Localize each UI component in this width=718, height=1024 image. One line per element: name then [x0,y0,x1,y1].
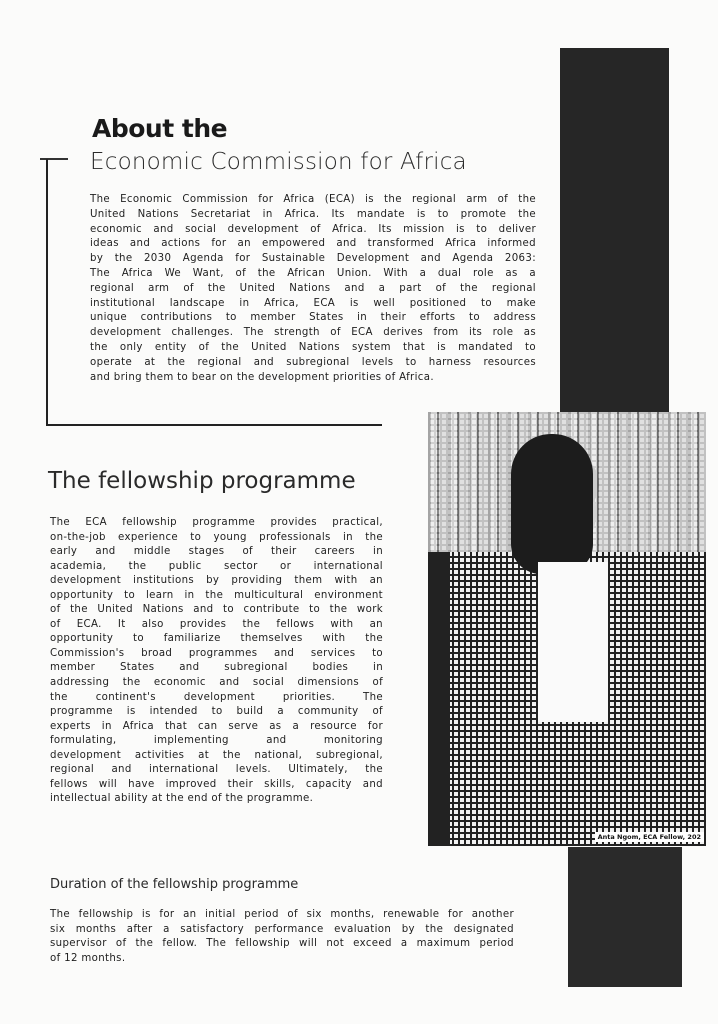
text-line: on-the-job experience to young professionals in the [50,531,383,543]
text-line: The fellowship is for an initial period of six months, renewable for another [50,909,514,920]
eca-heading: Economic Commission for Africa [90,149,467,175]
fellowship-paragraph [50,516,383,807]
text-line: regional arm of the United Nations and a part of the regional [90,282,536,294]
decorative-dark-bar-bottom [568,847,682,987]
duration-paragraph [50,908,514,966]
text-line: opportunity to learn in the multicultural environment [50,589,383,601]
text-line: intellectual ability at the end of the programme. [50,793,314,805]
photo-caption: Anta Ngom, ECA Fellow, 202 [595,832,704,842]
text-line: economic and social development of Africa. Its mission is to deliver [90,223,536,235]
about-heading: About the [92,114,228,143]
text-line: fellows will have improved their skills, capacity and [50,778,383,790]
text-line: experts in Africa that can serve as a resource for [50,720,383,732]
text-line: development challenges. The strength of ECA derives from its role as [90,327,536,339]
text-line: regional and international levels. Ultimately, the [50,764,383,776]
text-line: early and middle stages of their careers in [50,546,383,558]
text-line: institutional landscape in Africa, ECA is well positioned to make [90,297,536,309]
bracket-top-line [40,158,68,160]
text-line: The Africa We Want, of the African Union. With a dual role as a [90,267,536,279]
photo-person-head [511,434,593,574]
text-line: of the United Nations and to contribute to the work [50,604,383,616]
text-line: and bring them to bear on the development priorities of Africa. [90,371,434,383]
decorative-dark-bar-top [560,48,669,416]
text-line: the only entity of the United Nations system that is mandated to [90,341,536,353]
text-line: unique contributions to member States in their efforts to address [90,312,536,324]
text-line: The Economic Commission for Africa (ECA) is the regional arm of the [90,194,536,205]
text-line: operate at the regional and subregional levels to harness resources [90,356,536,368]
about-paragraph [90,193,536,385]
text-line: supervisor of the fellow. The fellowship will not exceed a maximum period [50,938,514,949]
text-line: United Nations Secretariat in Africa. Its mandate is to promote the [90,208,536,220]
bracket-bottom-line [46,424,382,426]
text-line: the continent's development priorities. The [50,691,383,703]
text-line: academia, the public sector or international [50,560,383,572]
text-line: development activities at the national, subregional, [50,749,383,761]
photo-shadow [428,552,450,846]
text-line: by the 2030 Agenda for Sustainable Development and Agenda 2063: [90,253,536,265]
text-line: of ECA. It also provides the fellows with an [50,618,383,630]
duration-heading: Duration of the fellowship programme [50,877,299,892]
bracket-vertical-line [46,159,48,426]
text-line: development institutions by providing them with an [50,575,383,587]
fellowship-heading: The fellowship programme [48,468,356,494]
text-line: formulating, implementing and monitoring [50,735,383,747]
text-line: opportunity to familiarize themselves with the [50,633,383,645]
photo-person-shirt [538,562,608,722]
fellow-photo [428,412,706,846]
text-line: of 12 months. [50,952,126,964]
text-line: Commission's broad programmes and services to [50,647,383,659]
text-line: addressing the economic and social dimensions of [50,677,383,689]
text-line: member States and subregional bodies in [50,662,383,674]
text-line: ideas and actions for an empowered and transformed Africa informed [90,238,536,250]
text-line: The ECA fellowship programme provides practical, [50,517,383,528]
text-line: programme is intended to build a community of [50,706,383,718]
text-line: six months after a satisfactory performance evaluation by the designated [50,923,514,935]
